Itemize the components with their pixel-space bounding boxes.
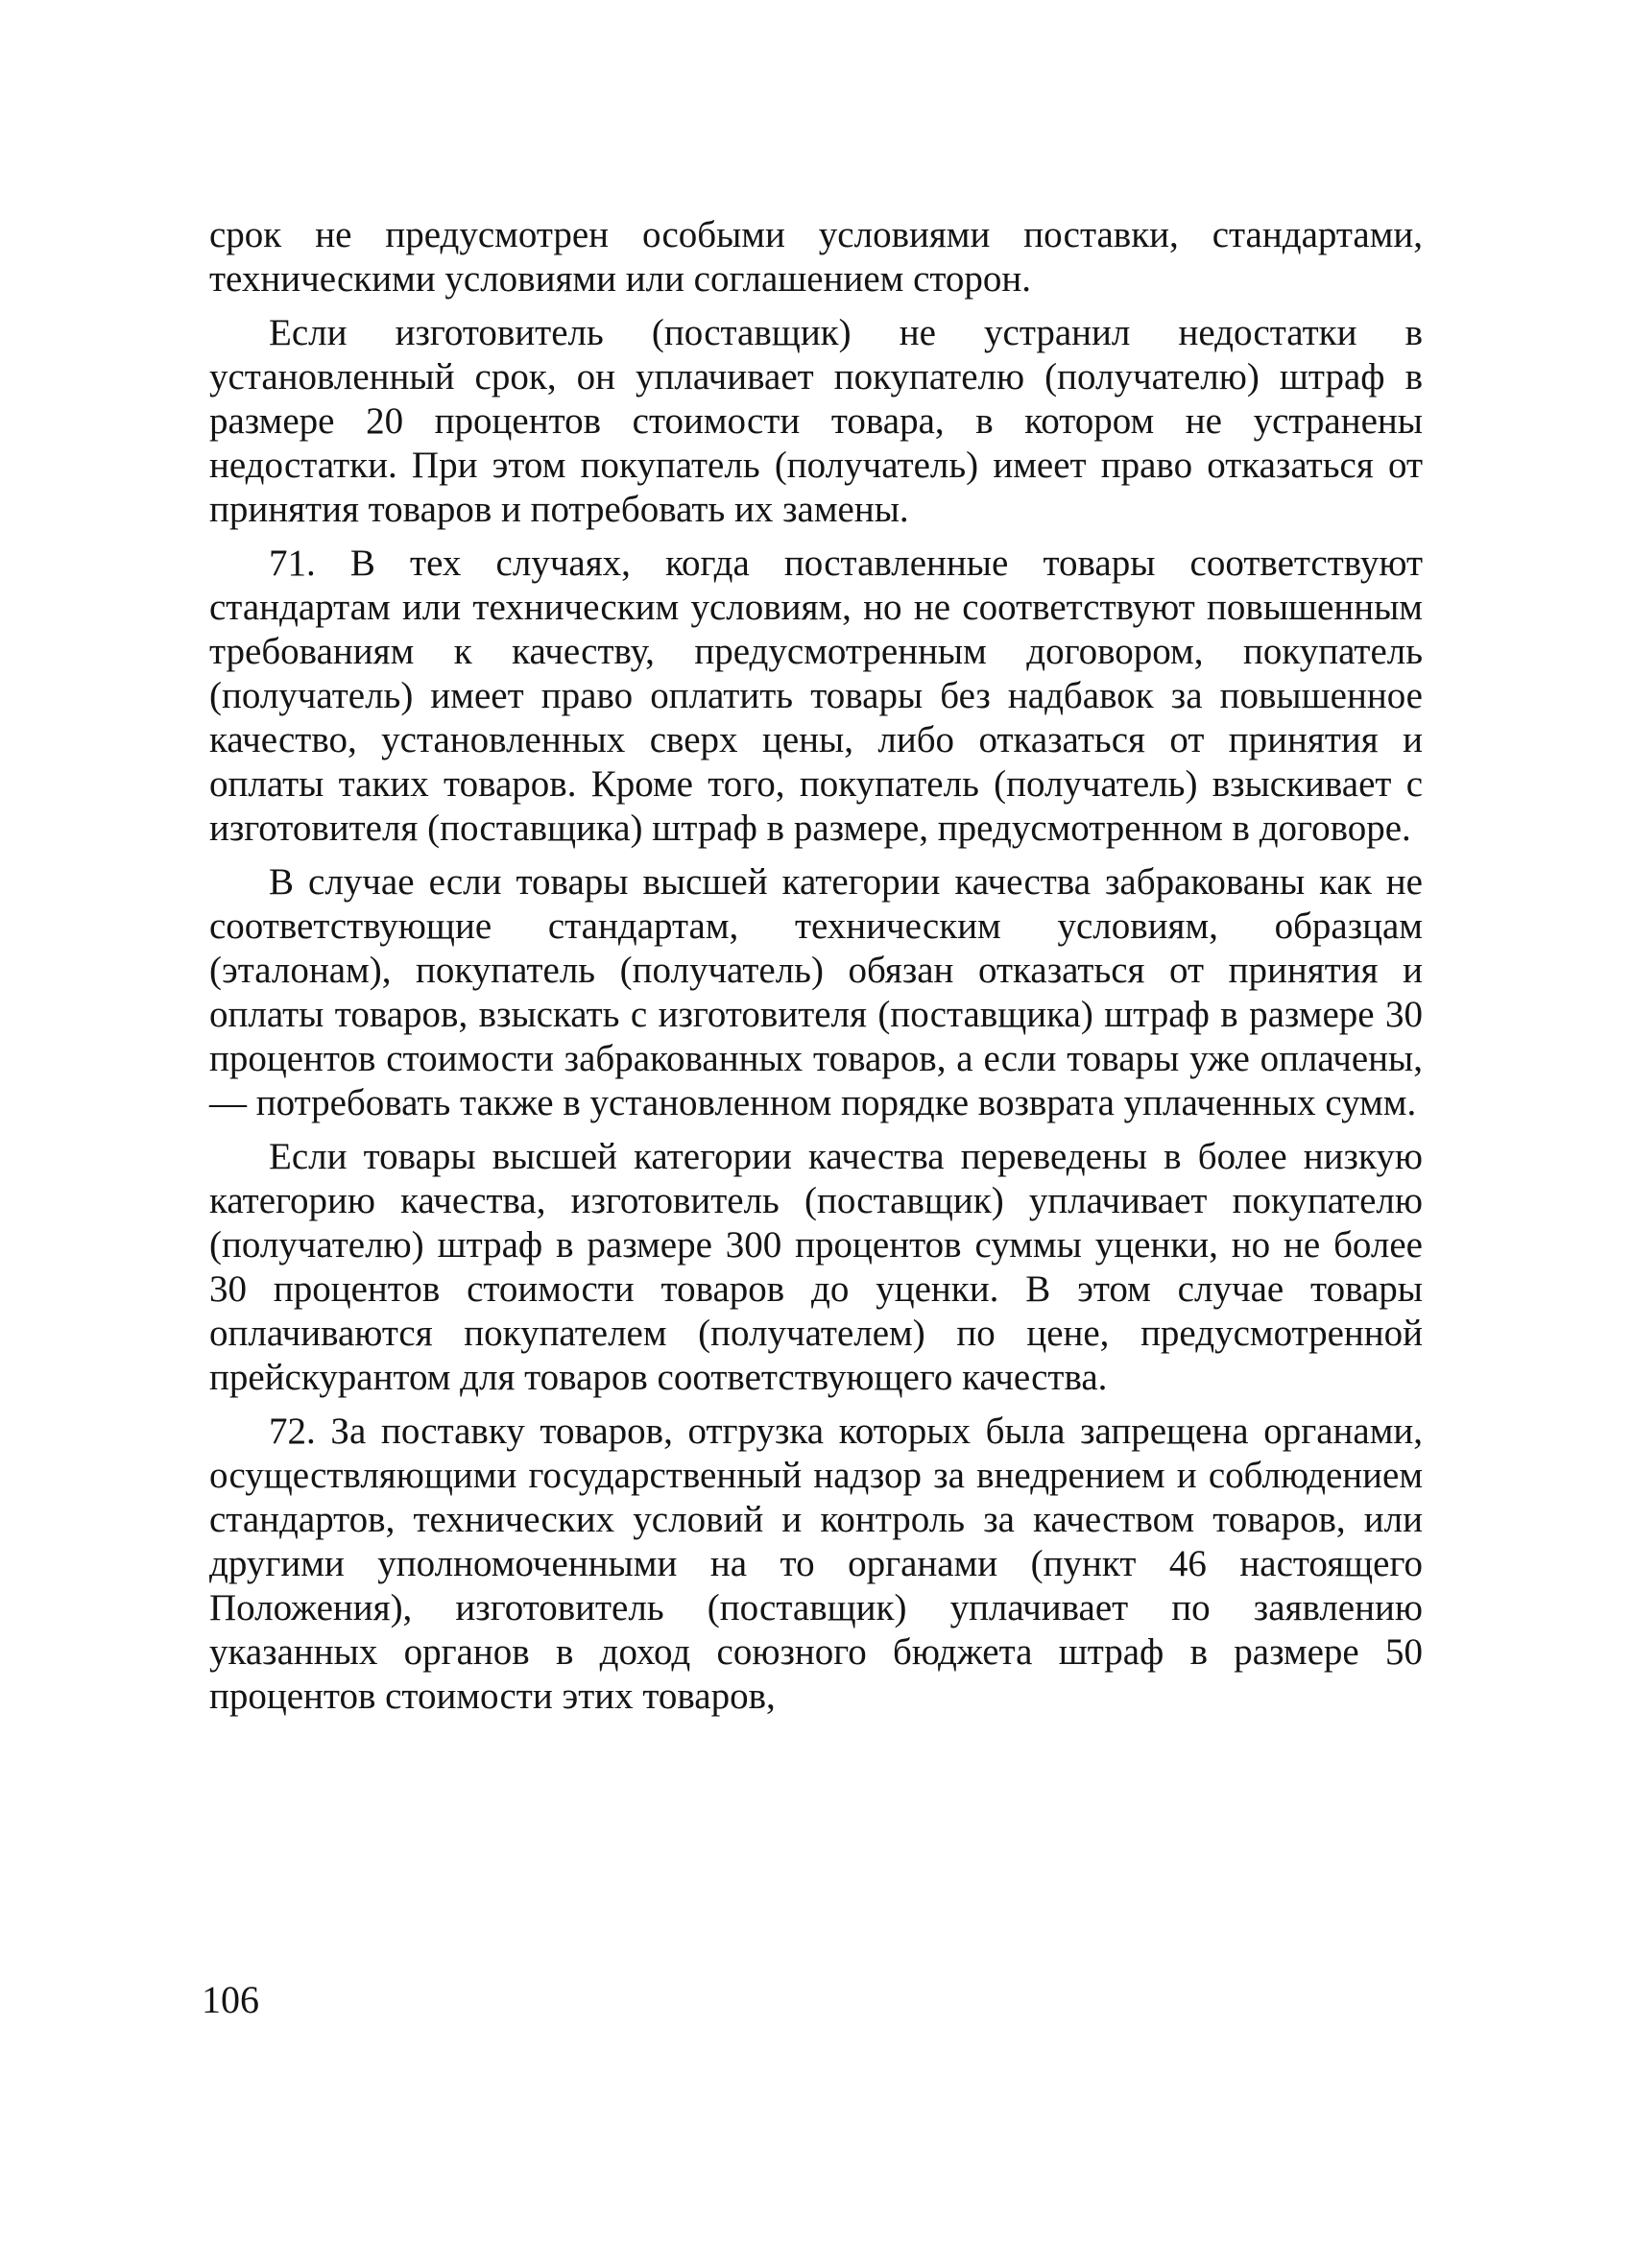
page-text: [209, 213, 1423, 1728]
paragraph-defects-penalty: Если изготовитель (поставщик) не устранил недостатки в установленный срок, он уплачивает покупателю (получателю) штраф в размере 20 процентов стоимости товара, в котором не устранены недостатки. При этом покупатель (получатель) имеет право отказаться от принятия товаров и потребовать их замены.: [209, 312, 1423, 530]
page-number: 106: [202, 1978, 259, 2021]
paragraph-item-72: 72. За поставку товаров, отгрузка которых была запрещена органами, осуществляющими государственный надзор за внедрением и соблюдением стандартов, технических условий и контроль за качеством товаров, или другими уполномоченными на то органами (пункт 46 настоящего Положения), изготовитель (поставщик) уплачивает по заявлению указанных органов в доход союзного бюджета штраф в размере 50 процентов стоимости этих товаров,: [209, 1411, 1423, 1717]
paragraph-category-downgrade: Если товары высшей категории качества переведены в более низкую категорию качества, изготовитель (поставщик) уплачивает покупателю (получателю) штраф в размере 300 процентов суммы уценки, но не более 30 процентов стоимости товаров до уценки. В этом случае товары оплачиваются покупателем (получателем) по цене, предусмотренной прейскурантом для товаров соответствующего качества.: [209, 1136, 1423, 1398]
paragraph-highest-category-rejected: В случае если товары высшей категории качества забракованы как не соответствующие стандартам, техническим условиям, образцам (эталонам), покупатель (получатель) обязан отказаться от принятия и оплаты товаров, взыскать с изготовителя (поставщика) штраф в размере 30 процентов стоимости забракованных товаров, а если товары уже оплачены,— потребовать также в установленном порядке возврата уплаченных сумм.: [209, 861, 1423, 1123]
paragraph-continuation: срок не предусмотрен особыми условиями поставки, стандартами, техническими условиями или соглашением сторон.: [209, 214, 1423, 300]
paragraph-item-71: 71. В тех случаях, когда поставленные товары соответствуют стандартам или техническим условиям, но не соответствуют повышенным требованиям к качеству, предусмотренным договором, покупатель (получатель) имеет право оплатить товары без надбавок за повышенное качество, установленных сверх цены, либо отказаться от принятия и оплаты таких товаров. Кроме того, покупатель (получатель) взыскивает с изготовителя (поставщика) штраф в размере, предусмотренном в договоре.: [209, 543, 1423, 849]
